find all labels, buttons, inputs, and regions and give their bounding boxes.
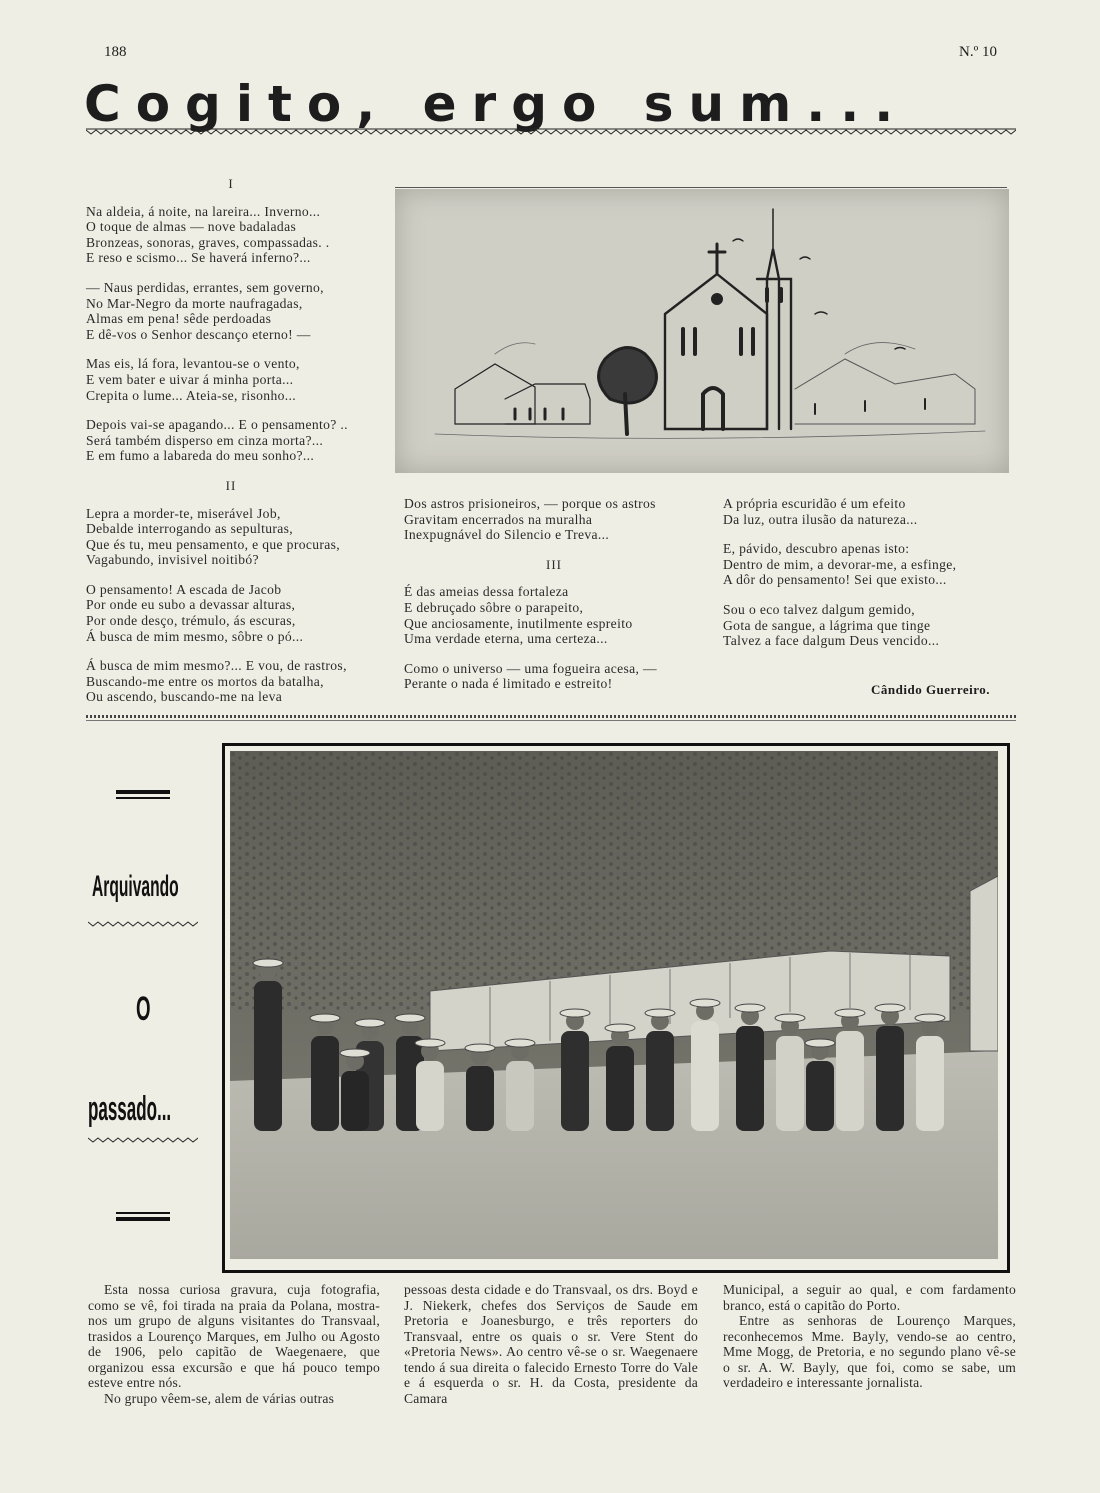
poem-line: Será também disperso em cinza morta?... (86, 432, 324, 448)
poem-line: Da luz, outra ilusão da natureza... (723, 511, 918, 527)
poem-line: A própria escuridão é um efeito (723, 496, 906, 511)
article-column-2 (404, 1282, 698, 1406)
poem-stanza (86, 417, 376, 464)
poem-line: Lepra a morder-te, miserável Job, (86, 505, 281, 521)
poem-line: Buscando-me entre os mortos da batalha, (86, 673, 324, 689)
poem-part-3 (404, 584, 704, 692)
poem-stanza (404, 661, 704, 692)
poem-line: E reso e scismo... Se haverá inferno?... (86, 250, 311, 266)
photo-figure-hat (805, 1039, 835, 1047)
photo-figure (416, 1061, 444, 1131)
poem-line: Á busca de mim mesmo?... E vou, de rastros, (86, 658, 347, 674)
village-church-illustration (395, 189, 1009, 473)
poem-stanza (723, 602, 1023, 649)
poem-line: Vagabundo, invisivel noitibó? (86, 552, 259, 568)
poem-line: O toque de almas — nove badaladas (86, 219, 297, 235)
poem-stanza (404, 584, 704, 646)
photo-figure-hat (735, 1004, 765, 1012)
part-numeral-iii: III (546, 556, 562, 572)
photo-figure-hat (465, 1044, 495, 1052)
poem-line: O pensamento! A escada de Jacob (86, 581, 282, 597)
photo-figure (506, 1061, 534, 1131)
part-numeral-i: I (228, 176, 234, 191)
photo-figure (341, 1071, 369, 1131)
poem-line: Uma verdade eterna, uma certeza... (404, 631, 608, 647)
sidebar-bar-top-1 (116, 790, 170, 794)
photo-figure (836, 1031, 864, 1131)
photo-figure-hat (395, 1014, 425, 1022)
poem-line: E debruçado sôbre o parapeito, (404, 599, 584, 615)
article-paragraph: Entre as senhoras de Lourenço Marques, reconhecemos Mme. Bayly, vendo-se ao centro, Mme Mogg, de Pretoria, e no segundo plano vê-se o sr. A. W. Bayly, que foi, como se sabe, um verdadeiro e interessante jornalista. (723, 1313, 1016, 1390)
poem-stanza (404, 496, 704, 543)
photo-figure (561, 1031, 589, 1131)
article-column-3 (723, 1282, 1016, 1391)
section-separator-dotted (86, 715, 1016, 718)
photo-figure (876, 1026, 904, 1131)
poem-line: Dos astros prisioneiros, — porque os astros (404, 496, 656, 511)
poem-line: Talvez a face dalgum Deus vencido... (723, 633, 940, 649)
photo-figure-hat (505, 1039, 535, 1047)
poem-line: Por onde desço, trémulo, ás escuras, (86, 613, 296, 629)
photo-figure-hat (560, 1009, 590, 1017)
photo-figure-hat (355, 1019, 385, 1027)
photo-figure-hat (915, 1014, 945, 1022)
poem-line: No Mar-Negro da morte naufragadas, (86, 295, 303, 311)
poem-stanza (86, 204, 376, 266)
poem-line: Bronzeas, sonoras, graves, compassadas. . (86, 234, 330, 250)
poem-line: — Naus perdidas, errantes, sem governo, (86, 279, 324, 295)
title-zigzag-rule (86, 128, 1016, 136)
poem-line: E vem bater e uivar á minha porta... (86, 371, 294, 387)
poem-line: E, pávido, descubro apenas isto: (723, 541, 910, 557)
poem-signature: Cândido Guerreiro. (871, 682, 991, 697)
article-paragraph: Esta nossa curiosa gravura, cuja fotografia, como se vê, foi tirada na praia da Polana, mostra-nos um grupo de alguns visitantes do Transvaal, trasidos a Lourenço Marques, em Julho ou Agosto de 1906, pelo capitão de Waegenaere, que organizou essa excursão e que há pouco tempo esteve entre nós. (88, 1282, 380, 1390)
poem-line: E em fumo a labareda do meu sonho?... (86, 448, 315, 464)
part-numeral-ii: II (225, 477, 237, 493)
poem-line: É das ameias dessa fortaleza (404, 584, 569, 600)
poem-stanza (86, 280, 376, 342)
sidebar-zigzag-2 (88, 1136, 198, 1144)
poem-line: Á busca de mim mesmo, sôbre o pó... (86, 628, 304, 644)
photo-figure-hat (310, 1014, 340, 1022)
sidebar-word-passado: passado... (88, 1090, 172, 1128)
poem-column-3 (723, 496, 1023, 663)
article-paragraph: Municipal, a seguir ao qual, e com fardamento branco, está o capitão do Porto. (723, 1282, 1016, 1313)
photo-figure (691, 1021, 719, 1131)
poem-line: Almas em pena! sêde perdoadas (86, 311, 272, 327)
photo-figure (606, 1046, 634, 1131)
photo-figure (916, 1036, 944, 1131)
poem-part-1 (86, 204, 376, 464)
poem-part-2 (86, 506, 376, 706)
poem-column-1 (86, 176, 376, 719)
photo-figure-hat (415, 1039, 445, 1047)
poem-line: Inexpugnável do Silencio e Treva... (404, 527, 610, 543)
poem-stanza (723, 496, 1023, 527)
photo-figure-hat (605, 1024, 635, 1032)
poem-line: Que anciosamente, inutilmente espreito (404, 615, 633, 631)
photo-figure-hat (253, 959, 283, 967)
poem-line: A dôr do pensamento! Sei que existo... (723, 572, 947, 588)
article-paragraph: pessoas desta cidade e do Transvaal, os drs. Boyd e J. Niekerk, chefes dos Serviços de Saude em Pretoria e Joanesburgo, e três reporters do Transvaal, entre os quais o sr. Vere Stent do «Pretoria News». Ao centro vê-se o sr. Waegenaere tendo á sua direita o falecido Ernesto Torre do Vale e á esquerda o sr. H. da Costa, presidente da Camara (404, 1282, 698, 1406)
section-separator-line (86, 720, 1016, 721)
poem-line: Sou o eco talvez dalgum gemido, (723, 601, 916, 617)
photo-figure (736, 1026, 764, 1131)
page-title: Cogito, ergo sum... (84, 75, 909, 133)
poem-stanza (723, 541, 1023, 588)
sidebar-bar-bottom-2 (116, 1217, 170, 1221)
sidebar-word-o: O (136, 990, 151, 1028)
photo-figure (466, 1066, 494, 1131)
poem-stanza (86, 506, 376, 568)
poem-stanza (86, 356, 376, 403)
poem-stanza (86, 658, 376, 705)
poem-line: Crepita o lume... Ateia-se, risonho... (86, 387, 296, 403)
photo-figure (646, 1031, 674, 1131)
photo-figure-hat (690, 999, 720, 1007)
poem-line: E dê-vos o Senhor descanço eterno! — (86, 326, 311, 342)
sidebar-bar-top-2 (116, 797, 170, 799)
photo-figure-hat (340, 1049, 370, 1057)
sidebar-zigzag-1 (88, 920, 198, 928)
sidebar-word-arquivando: Arquivando (92, 870, 179, 903)
poem-line: Na aldeia, á noite, na lareira... Inverno... (86, 203, 321, 219)
poem-part-3-continued (723, 496, 1023, 649)
photo-figure-hat (835, 1009, 865, 1017)
photo-figure (254, 981, 282, 1131)
article-paragraph: No grupo vêem-se, alem de várias outras (104, 1390, 335, 1406)
sidebar-bar-bottom-1 (116, 1212, 170, 1214)
poem-line: Perante o nada é limitado e estreito! (404, 676, 613, 692)
photo-figure (776, 1036, 804, 1131)
photo-figure (806, 1061, 834, 1131)
poem-line: Debalde interrogando as sepulturas, (86, 521, 294, 537)
issue-number: N.º 10 (959, 44, 997, 60)
poem-line: Dentro de mim, a devorar-me, a esfinge, (723, 556, 957, 572)
poem-line: Que és tu, meu pensamento, e que procuras, (86, 536, 341, 552)
photo-figure-hat (775, 1014, 805, 1022)
poem-line: Gravitam encerrados na muralha (404, 511, 593, 527)
poem-line: Como o universo — uma fogueira acesa, — (404, 660, 657, 676)
poem-line: Gota de sangue, a lágrima que tinge (723, 617, 931, 633)
photo-figure (311, 1036, 339, 1131)
drawing-top-rule (395, 187, 1007, 188)
poem-line: Depois vai-se apagando... E o pensamento? .. (86, 417, 348, 433)
poem-stanza (86, 582, 376, 644)
page-number: 188 (104, 44, 127, 60)
photo-figure-hat (875, 1004, 905, 1012)
poem-line: Por onde eu subo a devassar alturas, (86, 597, 296, 613)
poem-line: Ou ascendo, buscando-me na leva (86, 689, 283, 705)
poem-line: Mas eis, lá fora, levantou-se o vento, (86, 356, 300, 372)
article-column-1 (88, 1282, 380, 1406)
photo-figure-hat (645, 1009, 675, 1017)
group-photograph-polana-beach (230, 751, 998, 1259)
poem-part-2-continued (404, 496, 704, 543)
poem-column-2 (404, 496, 704, 706)
